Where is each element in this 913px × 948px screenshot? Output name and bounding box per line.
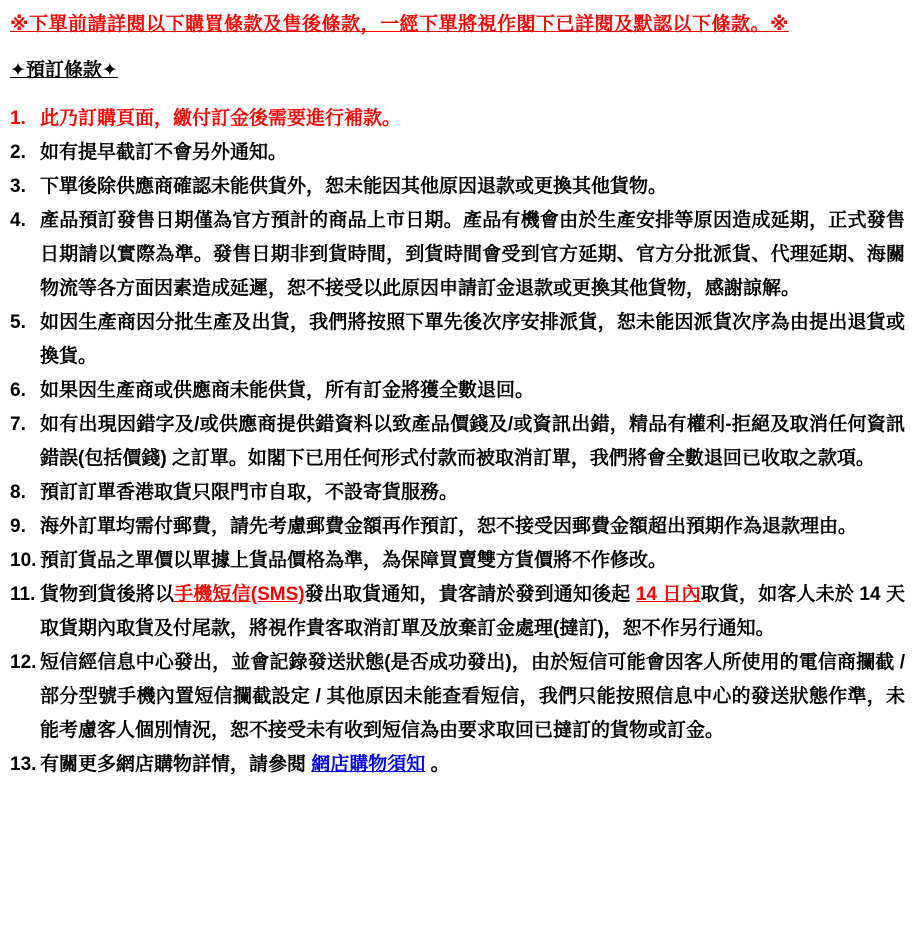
term-item-9 <box>10 510 905 544</box>
term-item-1 <box>10 102 905 136</box>
term-text <box>40 204 905 306</box>
term-text <box>40 170 905 204</box>
term-segment: 。 <box>425 754 450 775</box>
term-text <box>40 578 905 646</box>
term-item-7 <box>10 408 905 476</box>
term-segment: 預訂訂單香港取貨只限門市自取，不設寄貨服務。 <box>40 482 459 503</box>
term-number: 5. <box>10 312 26 333</box>
term-segment: 如因生產商因分批生產及出貨，我們將按照下單先後次序安排派貨，恕未能因派貨次序為由提出退貨或換貨。 <box>40 312 905 367</box>
purchase-terms-warning: ※下單前請詳閱以下購買條款及售後條款，一經下單將視作閣下已詳閱及默認以下條款。※ <box>10 14 789 35</box>
term-item-4 <box>10 204 905 306</box>
term-number: 4. <box>10 210 26 231</box>
term-item-11 <box>10 578 905 646</box>
term-segment: 短信經信息中心發出，並會記錄發送狀態(是否成功發出)，由於短信可能會因客人所使用的電信商攔截 / 部分型號手機內置短信攔截設定 / 其他原因未能查看短信，我們只能按照信息中心的發送狀態作準，未能考慮客人個別情況，恕不接受未有收到短信為由要求取回已撻訂的貨物或訂金。 <box>40 652 905 741</box>
term-number: 9. <box>10 516 26 537</box>
store-shopping-guide-link[interactable]: 網店購物須知 <box>311 754 426 775</box>
term-text <box>40 476 905 510</box>
term-number: 8. <box>10 482 26 503</box>
term-segment: 發出取貨通知，貴客請於發到通知後起 <box>304 584 636 605</box>
term-text <box>40 510 905 544</box>
term-item-3 <box>10 170 905 204</box>
term-number: 13. <box>10 754 37 775</box>
term-number: 1. <box>10 108 26 129</box>
term-segment: 取貨，如客人未於 14 天取貨期內取貨及付尾款，將視作貴客取消訂單及放棄訂金處理(撻訂)，恕不作另行通知。 <box>40 584 905 639</box>
term-number: 7. <box>10 414 26 435</box>
term-segment: 海外訂單均需付郵費，請先考慮郵費金額再作預訂，恕不接受因郵費金額超出預期作為退款理由。 <box>40 516 858 537</box>
term-item-12 <box>10 646 905 748</box>
term-segment: 如果因生產商或供應商未能供貨，所有訂金將獲全數退回。 <box>40 380 535 401</box>
terms-list <box>10 102 905 782</box>
highlighted-text: 手機短信(SMS) <box>174 584 305 605</box>
term-text <box>40 408 905 476</box>
term-number: 10. <box>10 550 37 571</box>
term-text <box>40 374 905 408</box>
term-segment: 如有出現因錯字及/或供應商提供錯資料以致產品價錢及/或資訊出錯，精品有權利-拒絕及取消任何資訊錯誤(包括價錢) 之訂單。如閣下已用任何形式付款而被取消訂單，我們將會全數退回已收取之款項。 <box>40 414 905 469</box>
term-item-10 <box>10 544 905 578</box>
term-number: 3. <box>10 176 26 197</box>
term-number: 2. <box>10 142 26 163</box>
term-number: 12. <box>10 652 37 673</box>
term-text <box>40 306 905 374</box>
term-segment: 貨物到貨後將以 <box>40 584 175 605</box>
term-item-6 <box>10 374 905 408</box>
term-segment: 產品預訂發售日期僅為官方預計的商品上市日期。產品有機會由於生產安排等原因造成延期，正式發售日期請以實際為準。發售日期非到貨時間，到貨時間會受到官方延期、官方分批派貨、代理延期、海關物流等各方面因素造成延遲，恕不接受以此原因申請訂金退款或更換其他貨物，感謝諒解。 <box>40 210 905 299</box>
term-text <box>40 646 905 748</box>
term-number: 6. <box>10 380 26 401</box>
term-text <box>40 544 905 578</box>
term-segment: 此乃訂購頁面，繳付訂金後需要進行補款。 <box>40 108 402 129</box>
term-segment: 有關更多網店購物詳情，請參閱 <box>40 754 312 775</box>
term-item-2 <box>10 136 905 170</box>
term-item-13 <box>10 748 905 782</box>
highlighted-text: 14 日內 <box>635 584 701 605</box>
term-segment: 如有提早截訂不會另外通知。 <box>40 142 288 163</box>
preorder-terms-title: ✦預訂條款✦ <box>10 60 118 81</box>
term-number: 11. <box>10 584 36 605</box>
term-text <box>40 136 905 170</box>
term-text <box>40 748 905 782</box>
term-segment: 預訂貨品之單價以單據上貨品價格為準，為保障買賣雙方貨價將不作修改。 <box>40 550 668 571</box>
term-text <box>40 102 905 136</box>
term-item-8 <box>10 476 905 510</box>
term-segment: 下單後除供應商確認未能供貨外，恕未能因其他原因退款或更換其他貨物。 <box>40 176 668 197</box>
term-item-5 <box>10 306 905 374</box>
